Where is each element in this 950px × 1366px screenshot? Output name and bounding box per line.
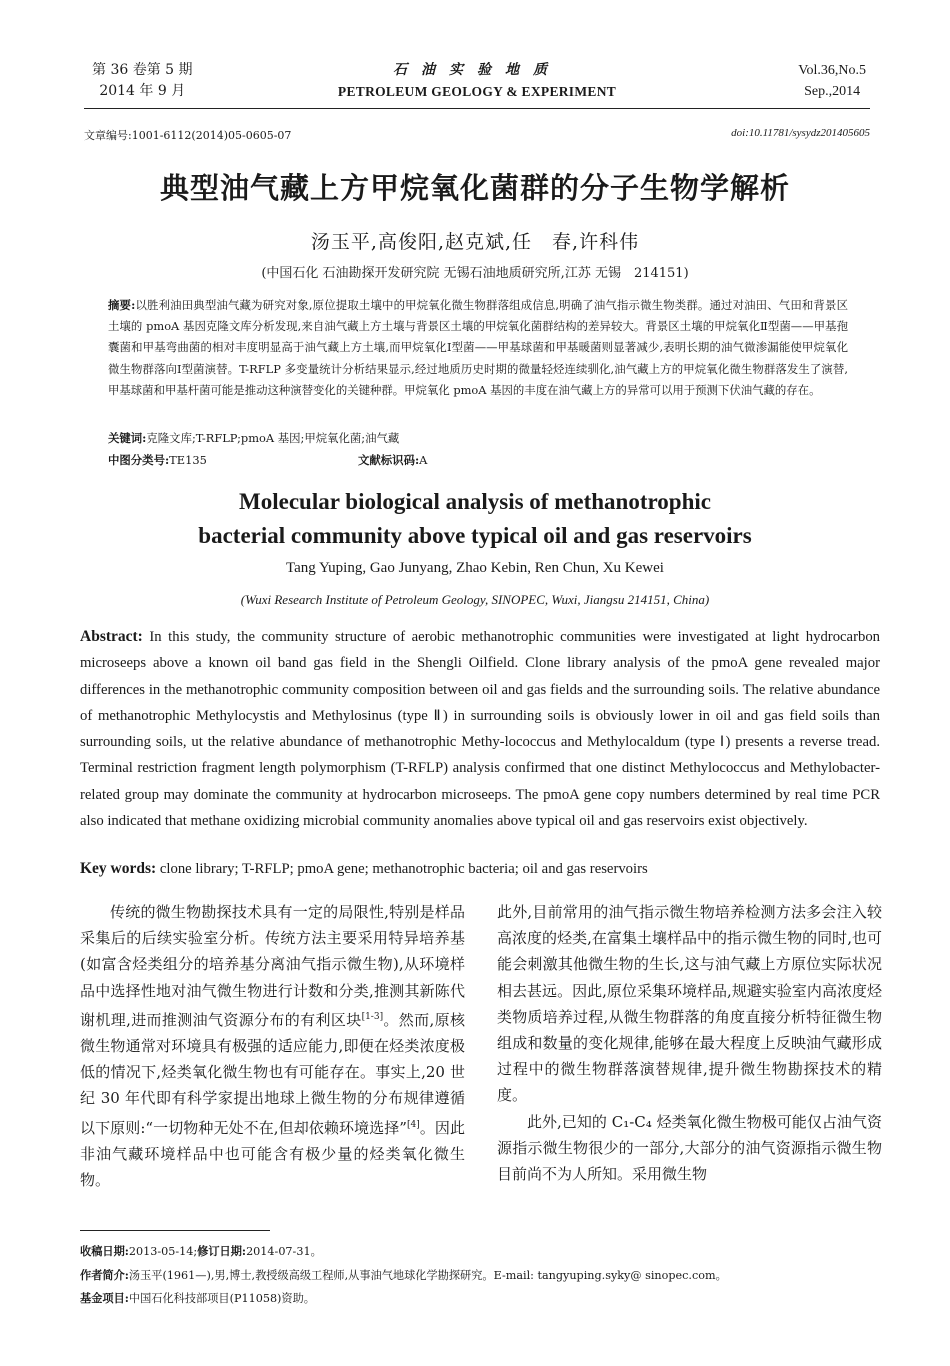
revised-date: 2014-07-31。 <box>246 1245 322 1258</box>
fund-text: 中国石化科技部项目(P11058)资助。 <box>128 1292 315 1305</box>
abstract-en-text: In this study, the community structure of aerobic methanotrophic communities were investigated at light hydrocarbon microseeps above a known oil band gas field in the Shengli Oilfield. Clone library analysis of the pmoA gene revealed major differences in the methanotrophic community composition between oil and gas fields and the surrounding soils. The relative abundance of methanotrophic Methylocystis and Methylosinus (type Ⅱ) in surrounding soils is obviously lower in oil and gas field soils than surrounding soils, ut the relative abundance of methanotrophic Methy-lococcus and Methylocaldum (type Ⅰ) presents a reverse tread. Terminal restriction fragment length polymorphism (T-RFLP) analysis confirmed that one distinct Methylococcus and Methylobacter-related group may dominate the community at hydrocarbon microseeps. The pmoA gene copy numbers determined by real time PCR also indicated that methane oxidizing microbial community anomalies above typical oil and gas reservoirs exist objectively. <box>80 629 881 830</box>
journal-name-cn: 石油实验地质 <box>393 62 561 78</box>
title-en-line1: Molecular biological analysis of methanotrophic <box>239 489 711 514</box>
citation: [4] <box>406 1119 420 1130</box>
title-cn: 典型油气藏上方甲烷氧化菌群的分子生物学解析 <box>159 171 790 205</box>
fund-label: 基金项目: <box>80 1291 129 1305</box>
affiliation-cn: (中国石化 石油勘探开发研究院 无锡石油地质研究所,江苏 无锡 214151) <box>261 266 689 281</box>
journal-name <box>84 60 870 102</box>
keywords-cn-label: 关键词: <box>108 431 147 445</box>
title-en-line2: bacterial community above typical oil and gas reservoirs <box>198 523 752 548</box>
abstract-en <box>80 624 880 834</box>
article-number: 文章编号:1001-6112(2014)05-0605-07 <box>84 129 292 142</box>
date-cn: 2014 年 9 月 <box>99 83 186 99</box>
clc-code: TE135 <box>169 453 207 467</box>
body-paragraph: 此外,已知的 C₁-C₄ 烃类氧化微生物极可能仅占油气资源指示微生物很少的一部分,大部分的油气资源指示微生物目前尚不为人所知。采用微生物 <box>497 1112 882 1184</box>
bio-label: 作者简介: <box>80 1268 129 1282</box>
affiliation-en: (Wuxi Research Institute of Petroleum Geology, SINOPEC, Wuxi, Jiangsu 214151, China) <box>240 592 710 607</box>
abstract-cn-label: 摘要: <box>108 298 136 312</box>
footnote-author-bio <box>80 1267 880 1283</box>
keywords-cn-text: 克隆文库;T-RFLP;pmoA 基因;甲烷氧化菌;油气藏 <box>146 431 400 445</box>
abstract-en-label: Abstract: <box>80 628 143 645</box>
clc-label: 中图分类号: <box>108 453 170 467</box>
body-paragraph <box>80 899 465 1193</box>
bio-text: 汤玉平(1961—),男,博士,教授级高级工程师,从事油气地球化学勘探研究。E-mail: tangyuping.syky@ sinopec.com。 <box>128 1269 727 1282</box>
volume-issue-en: Vol.36,No.5 <box>798 63 866 78</box>
body-text: 。然而,原核微生物通常对环境具有极强的适应能力,即便在烃类浓度极低的情况下,烃类氧化微生物也有可能存在。事实上,20 世纪 30 年代即有科学家提出地球上微生物的分布规律遵循以下原则:“一切物种无处不在,但却依赖环境选择” <box>80 1010 465 1137</box>
body-text: 传统的微生物勘探技术具有一定的局限性,特别是样品采集后的后续实验室分析。传统方法主要采用特异培养基(如富含烃类组分的培养基分离油气指示微生物),从环境样品中选择性地对油气微生物进行计数和分类,推测其新陈代谢机理,进而推测油气资源分布的有利区块 <box>80 903 465 1029</box>
title-en <box>0 485 950 553</box>
issue-info-en <box>798 60 866 102</box>
running-header <box>84 60 870 104</box>
doi: doi:10.11781/sysydz201405605 <box>731 127 870 139</box>
authors-cn: 汤玉平,高俊阳,赵克斌,任 春,许科伟 <box>310 231 640 253</box>
authors-en: Tang Yuping, Gao Junyang, Zhao Kebin, Ren Chun, Xu Kewei <box>286 560 664 576</box>
doc-code-label: 文献标识码: <box>358 453 420 467</box>
journal-name-en: PETROLEUM GEOLOGY & EXPERIMENT <box>337 84 617 99</box>
classification <box>108 452 808 468</box>
footnote-funding <box>80 1290 880 1306</box>
body-text: 。因此非油气藏环境样品中也可能含有极少量的烃类氧化微生物。 <box>80 1118 465 1190</box>
abstract-cn <box>108 295 848 401</box>
revised-label: 修订日期: <box>197 1244 247 1258</box>
date-en: Sep.,2014 <box>804 84 861 99</box>
body-paragraph: 此外,目前常用的油气指示微生物培养检测方法多会注入较高浓度的烃类,在富集土壤样品中的指示微生物的同时,也可能会刺激其他微生物的生长,这与油气藏上方原位实际状况相去甚远。因此,原位采集环境样品,规避实验室内高浓度烃类物质培养过程,从微生物群落的角度直接分析特征微生物组成和数量的变化规律,能够在最大程度上反映油气藏形成过程中的微生物群落演替规律,提升微生物勘探技术的精度。 <box>497 903 882 1105</box>
keywords-en-label: Key words: <box>80 860 157 877</box>
header-rule <box>84 108 870 109</box>
keywords-en-text: clone library; T-RFLP; pmoA gene; methanotrophic bacteria; oil and gas reservoirs <box>159 861 648 877</box>
citation: [1-3] <box>361 1011 384 1022</box>
footnote-rule <box>80 1230 270 1231</box>
keywords-en <box>80 860 880 878</box>
volume-issue-cn: 第 36 卷第 5 期 <box>92 62 193 78</box>
document-code <box>358 452 427 468</box>
received-date: 2013-05-14; <box>128 1245 198 1258</box>
body-column-left <box>80 899 465 1193</box>
doc-code: A <box>419 453 428 467</box>
abstract-cn-text: 以胜利油田典型油气藏为研究对象,原位提取土壤中的甲烷氧化微生物群落组成信息,明确了油气指示微生物类群。通过对油田、气田和背景区土壤的 pmoA 基因克隆文库分析发现,来自油气藏上方土壤与背景区土壤的甲烷氧化菌群结构的差异较大。背景区土壤的甲烷氧化Ⅱ型菌——甲基孢囊菌和甲基弯曲菌的相对丰度明显高于油气藏上方土壤,而甲烷氧化Ⅰ型菌——甲基球菌和甲基暖菌则显著减少,表明长期的油气微渗漏能使甲烷氧化微生物群落向Ⅰ型菌演替。T-RFLP 多变量统计分析结果显示,经过地质历史时期的微量轻烃连续驯化,油气藏上方的甲烷氧化微生物群落发生了演替,甲基球菌和甲基杆菌可能是推动这种演替变化的关键种群。甲烷氧化 pmoA 基因的丰度在油气藏上方的异常可以用于预测下伏油气藏的存在。 <box>108 298 848 397</box>
footnote-dates <box>80 1243 880 1259</box>
body-column-right <box>497 899 882 1187</box>
keywords-cn <box>108 430 848 446</box>
received-label: 收稿日期: <box>80 1244 129 1258</box>
